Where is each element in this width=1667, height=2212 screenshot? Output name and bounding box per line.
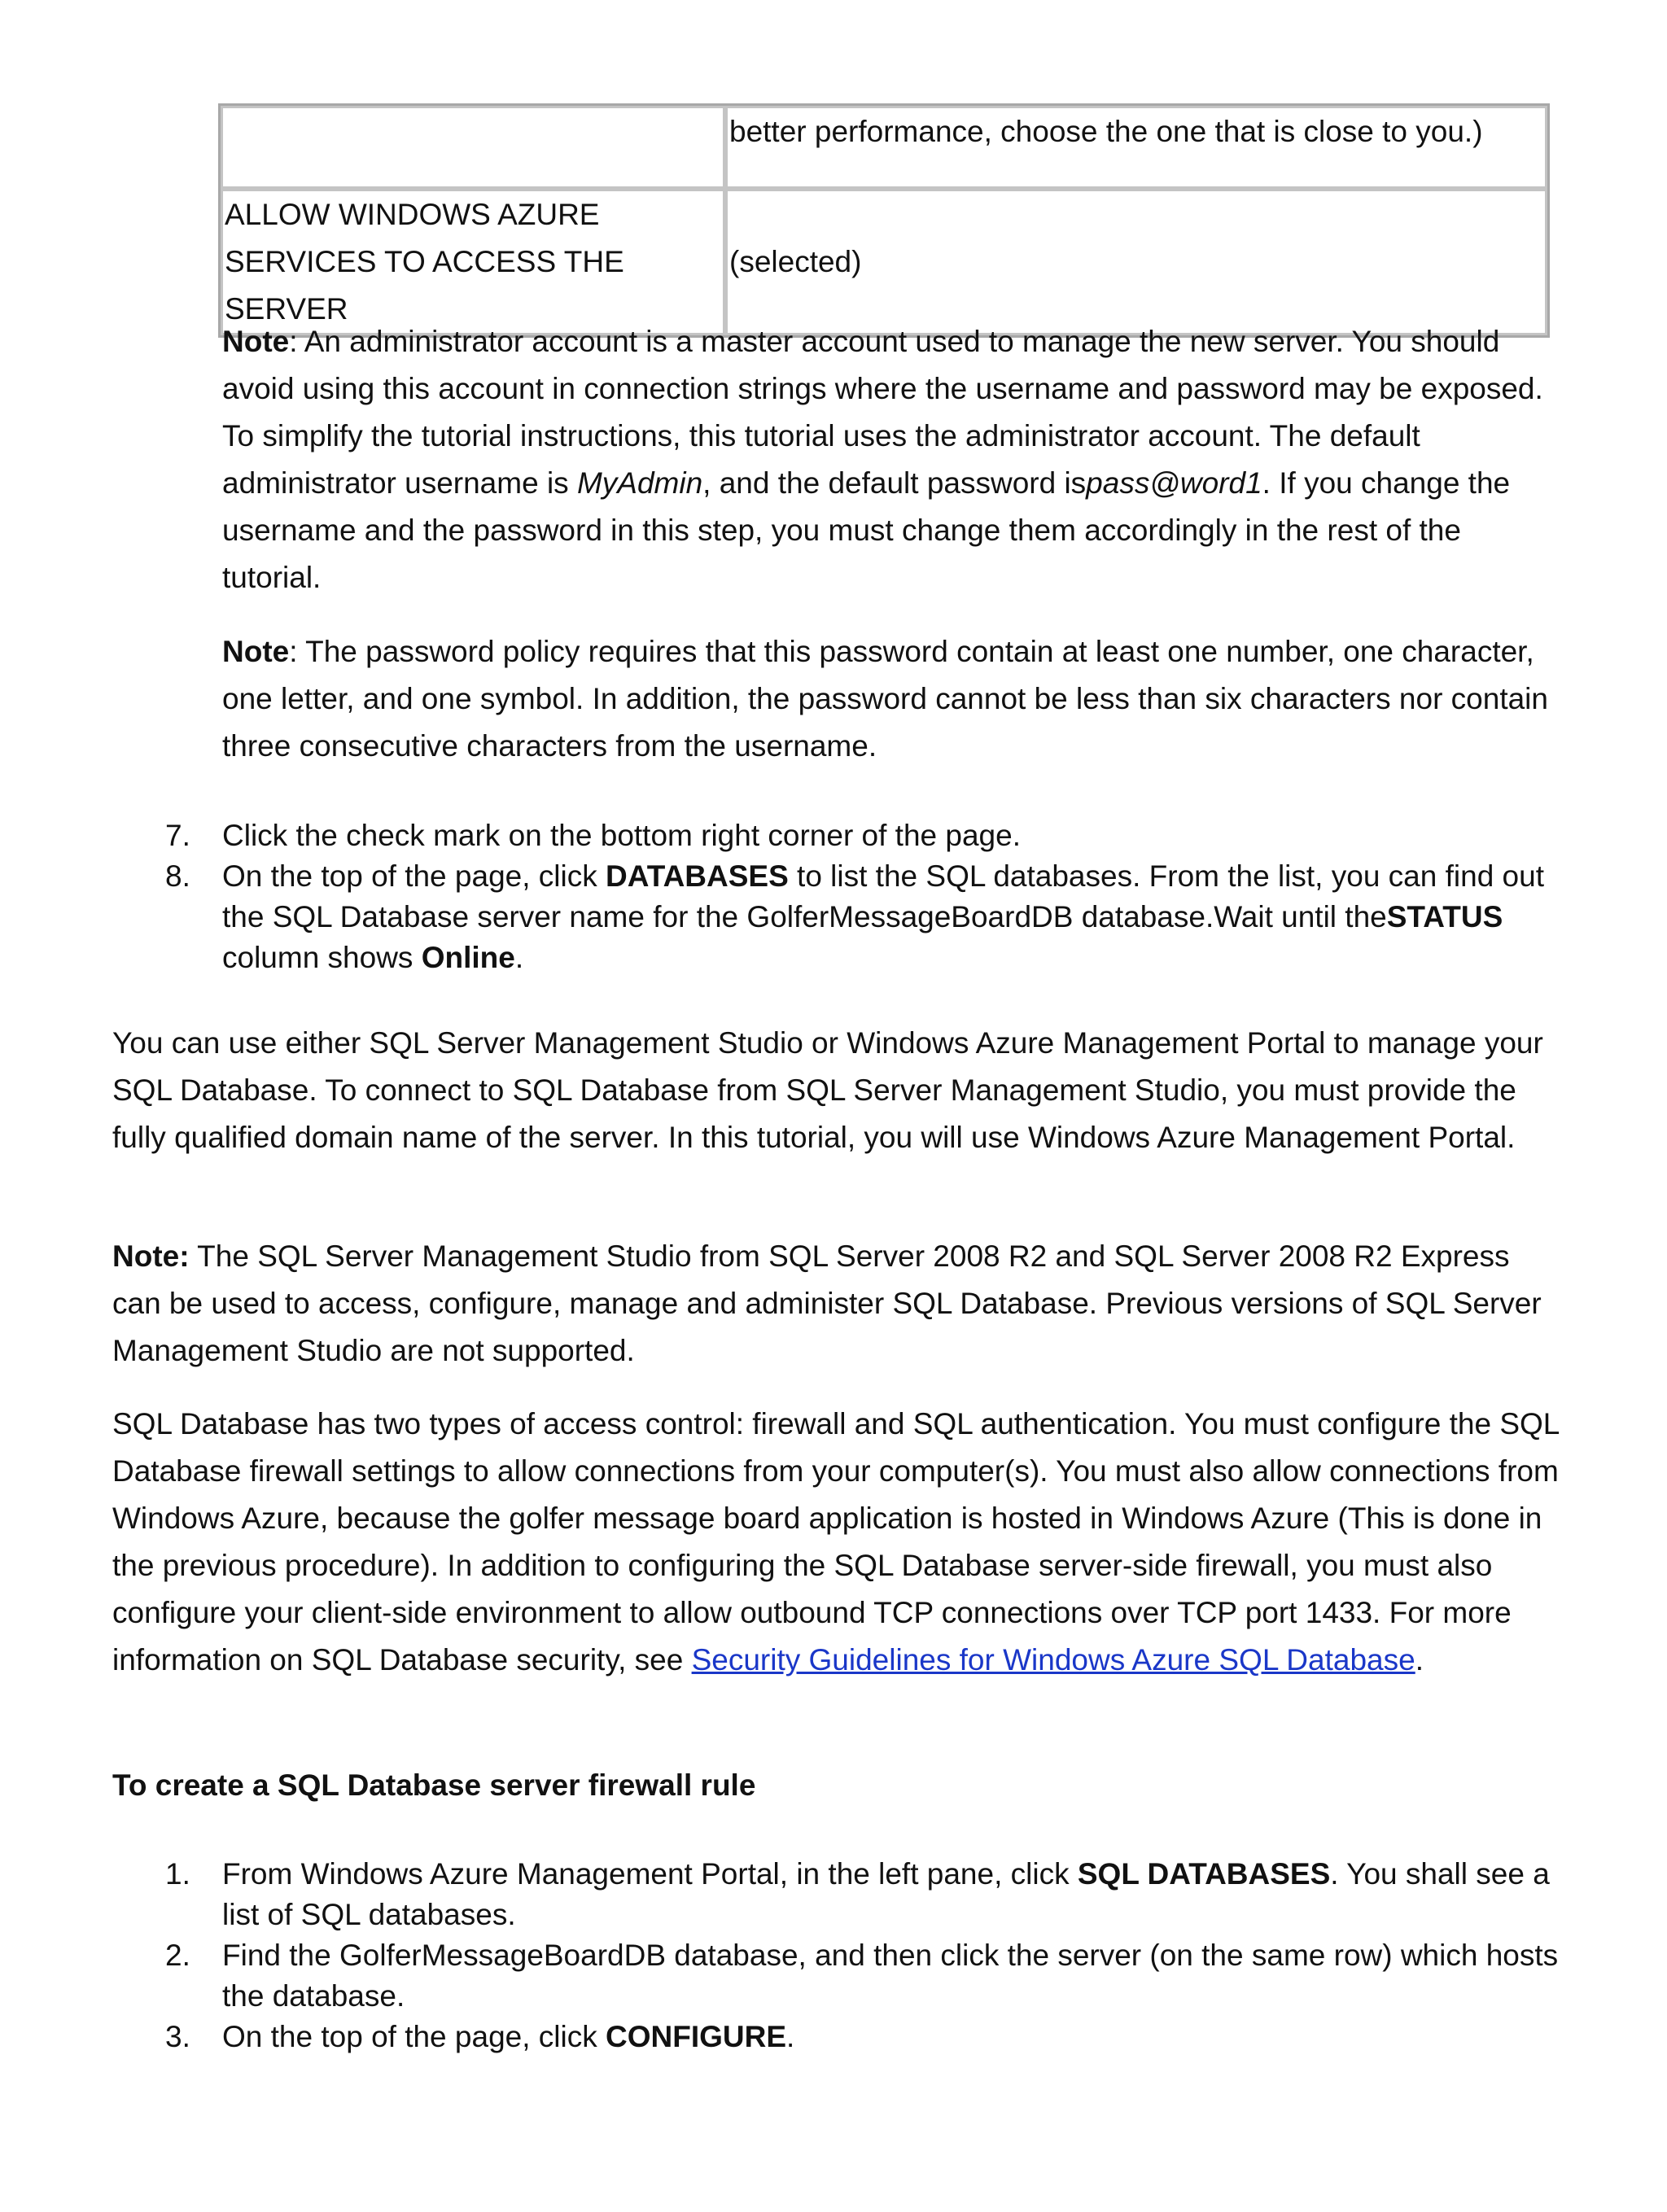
paragraph-management-tools: You can use either SQL Server Management Studio or Windows Azure Management Portal to manage your SQL Database. To connect to SQL Database from SQL Server Management Studio, you must provide the fully qualified domain name of the server. In this tutorial, you will use Windows Azure Management Portal. <box>112 1026 1543 1154</box>
list-item: 1. From Windows Azure Management Portal, in the left pane, click SQL DATABASES. You shall see a list of SQL databases. <box>165 1857 1550 1931</box>
settings-table <box>218 103 1550 338</box>
list-item: 8. On the top of the page, click DATABASES to list the SQL databases. From the list, you can find out the SQL Database server name for the GolferMessageBoardDB database.Wait until theSTATUS column shows Online. <box>165 859 1544 974</box>
note-admin-account: Note: An administrator account is a master account used to manage the new server. You should avoid using this account in connection strings where the username and password may be exposed. To simplify the tutorial instructions, this tutorial uses the administrator account. The default administrator username is MyAdmin, and the default password ispass@word1. If you change the username and the password in this step, you must change them accordingly in the rest of the tutorial. <box>222 325 1543 594</box>
table-row <box>221 106 1547 189</box>
table-cell-setting <box>221 106 725 189</box>
steps-list-continued <box>112 815 1561 978</box>
security-guidelines-link[interactable]: Security Guidelines for Windows Azure SQL Database <box>691 1643 1415 1676</box>
note-password-policy: Note: The password policy requires that this password contain at least one number, one character, one letter, and one symbol. In addition, the password cannot be less than six characters nor contain three consecutive characters from the username. <box>222 635 1548 763</box>
steps-list-firewall <box>112 1854 1561 2057</box>
table-cell-setting: ALLOW WINDOWS AZURE SERVICES TO ACCESS THE SERVER <box>221 189 725 335</box>
list-item: 2. Find the GolferMessageBoardDB database, and then click the server (on the same row) which hosts the database. <box>165 1939 1559 2013</box>
paragraph-access-control: SQL Database has two types of access control: firewall and SQL authentication. You must configure the SQL Database firewall settings to allow connections from your computer(s). You must also allow connections from Windows Azure, because the golfer message board application is hosted in Windows Azure (This is done in the previous procedure). In addition to configuring the SQL Database server-side firewall, you must also configure your client-side environment to allow outbound TCP connections over TCP port 1433. For more information on SQL Database security, see Security Guidelines for Windows Azure SQL Database. <box>112 1407 1560 1676</box>
table-cell-value: (selected) <box>725 189 1547 335</box>
table-cell-value: better performance, choose the one that is close to you.) <box>725 106 1547 189</box>
note-ssms-versions: Note: The SQL Server Management Studio from SQL Server 2008 R2 and SQL Server 2008 R2 Express can be used to access, configure, manage and administer SQL Database. Previous versions of SQL Server Management Studio are not supported. <box>112 1239 1542 1367</box>
note-label: Note: <box>112 1239 190 1273</box>
table-row <box>221 189 1547 335</box>
list-item: 7. Click the check mark on the bottom right corner of the page. <box>165 819 1021 852</box>
default-password: pass@word1 <box>1086 466 1262 500</box>
note-label: Note <box>222 635 290 668</box>
list-item: 3. On the top of the page, click CONFIGURE. <box>165 2020 795 2053</box>
section-heading: To create a SQL Database server firewall rule <box>112 1768 756 1802</box>
default-username: MyAdmin <box>576 466 703 500</box>
note-label: Note <box>222 325 290 358</box>
